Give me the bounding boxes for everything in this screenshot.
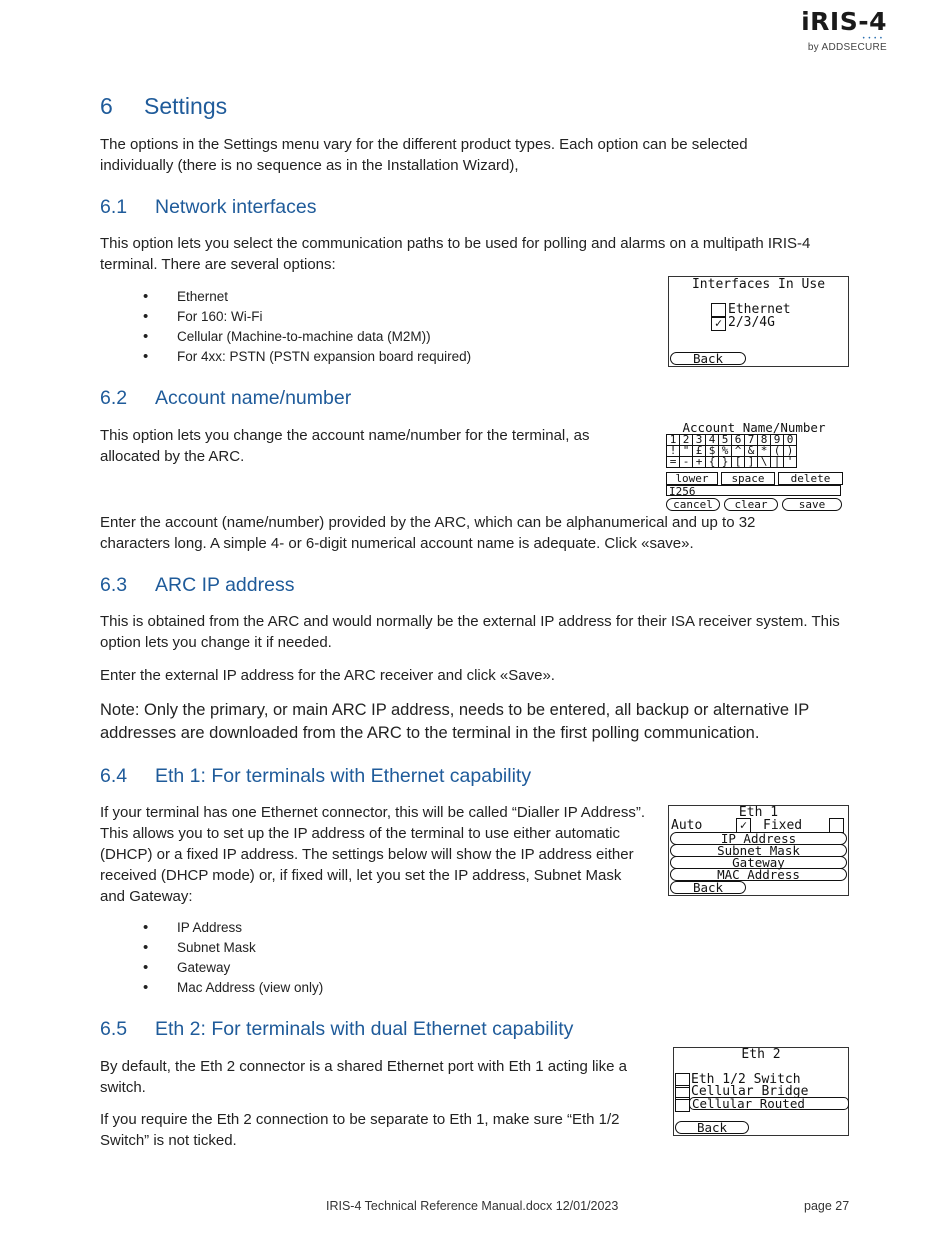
account-lcd-screen [665, 422, 843, 510]
interfaces-list [100, 287, 640, 367]
key[interactable]: & [745, 446, 758, 457]
key[interactable]: 9 [771, 435, 784, 446]
eth-switch-label: Eth 1/2 Switch [691, 1072, 801, 1087]
key[interactable]: | [771, 457, 784, 468]
list-item: • For 4xx: PSTN (PSTN expansion board required) [100, 347, 640, 367]
key[interactable]: 2 [680, 435, 693, 446]
key[interactable]: 4 [706, 435, 719, 446]
footer-document-name: IRIS-4 Technical Reference Manual.docx 12/01/2023 [326, 1199, 619, 1213]
cellular-routed-selected-row[interactable]: Cellular Routed [689, 1097, 849, 1110]
note-paragraph [100, 699, 845, 745]
key[interactable]: £ [693, 446, 706, 457]
eth1-lcd-screen [668, 805, 849, 896]
section-6-heading [100, 93, 227, 120]
space-key[interactable]: space [721, 472, 775, 485]
section-6-3-intro: This is obtained from the ARC and would normally be the external IP address for their ISA receiver system. This option lets you change it if needed. [100, 613, 840, 651]
keyboard-grid [666, 434, 797, 468]
section-6-1-intro: This option lets you select the communication paths to be used for polling and alarms on a multipath IRIS-4 terminal. There are several options: [100, 235, 811, 273]
ip-address-button[interactable]: IP Address [670, 832, 847, 845]
section-6-1-heading [100, 196, 316, 219]
section-6-2-heading [100, 387, 351, 410]
subnet-mask-button[interactable]: Subnet Mask [670, 844, 847, 857]
footer-page-number: page 27 [804, 1199, 850, 1213]
key[interactable]: 6 [732, 435, 745, 446]
section-title: Eth 2: For terminals with dual Ethernet capability [155, 1018, 574, 1040]
section-title: ARC IP address [155, 574, 295, 596]
delete-key[interactable]: delete [778, 472, 843, 485]
note-text: Only the primary, or main ARC IP address, needs to be entered, all backup or alternative IP addresses are downloaded from the ARC to the terminal in the first polling communication. [100, 701, 809, 742]
section-number: 6.3 [100, 574, 128, 596]
list-item: • For 160: Wi-Fi [100, 307, 640, 327]
key[interactable]: 3 [693, 435, 706, 446]
list-item: • Gateway [100, 958, 640, 978]
note-label: Note: [100, 701, 140, 719]
fixed-label: Fixed [763, 818, 803, 833]
key[interactable]: \ [758, 457, 771, 468]
key[interactable]: + [693, 457, 706, 468]
section-title: Eth 1: For terminals with Ethernet capability [155, 765, 532, 787]
gateway-button[interactable]: Gateway [670, 856, 847, 869]
back-button[interactable]: Back [675, 1121, 749, 1134]
interfaces-lcd-screen [668, 276, 849, 367]
clear-button[interactable]: clear [724, 498, 778, 511]
section-6-5-intro: By default, the Eth 2 connector is a shared Ethernet port with Eth 1 acting like a switch. [100, 1058, 627, 1096]
key[interactable]: ^ [732, 446, 745, 457]
key[interactable]: { [706, 457, 719, 468]
lcd-title: Eth 2 [741, 1047, 781, 1062]
section-6-5-instructions: If you require the Eth 2 connection to be separate to Eth 1, make sure “Eth 1/2 Switch” is not ticked. [100, 1111, 620, 1149]
section-6-2-instructions: Enter the account (name/number) provided by the ARC, which can be alphanumerical and up to 32 characters long. A simple 4- or 6-digit numerical account name is adequate. Click «save». [100, 514, 756, 552]
cancel-button[interactable]: cancel [666, 498, 720, 511]
key[interactable]: ! [667, 446, 680, 457]
auto-label: Auto [671, 818, 703, 833]
section-6-3-instructions: Enter the external IP address for the ARC receiver and click «Save». [100, 667, 555, 684]
back-button[interactable]: Back [670, 881, 746, 894]
list-item: • Subnet Mask [100, 938, 640, 958]
key[interactable]: 7 [745, 435, 758, 446]
eth1-settings-list [100, 918, 640, 998]
fixed-checkbox[interactable] [829, 818, 844, 833]
ethernet-option-label: Ethernet [728, 302, 791, 317]
key[interactable]: " [680, 446, 693, 457]
section-number: 6.1 [100, 196, 128, 218]
lower-key[interactable]: lower [666, 472, 718, 485]
logo-byline: by ADDSECURE [807, 42, 887, 53]
cellular-option-label: 2/3/4G [728, 315, 775, 330]
key[interactable]: % [719, 446, 732, 457]
key[interactable]: ] [745, 457, 758, 468]
list-item: • Cellular (Machine-to-machine data (M2M)) [100, 327, 640, 347]
lcd-title: Account Name/Number [682, 420, 826, 435]
key[interactable]: - [680, 457, 693, 468]
section-6-intro: The options in the Settings menu vary for the different product types. Each option can be selected individually (there is no sequence as in the Installation Wizard), [100, 136, 748, 174]
section-number: 6.2 [100, 387, 128, 409]
section-number: 6 [100, 93, 113, 119]
section-title: Account name/number [155, 387, 352, 409]
section-number: 6.4 [100, 765, 128, 787]
iris-logo [777, 8, 887, 54]
key[interactable]: ( [771, 446, 784, 457]
lcd-title: Eth 1 [738, 805, 779, 820]
key[interactable]: 0 [784, 435, 797, 446]
section-6-2-intro: This option lets you change the account name/number for the terminal, as allocated by the ARC. [100, 427, 590, 465]
logo-wordmark: iRIS-4 [801, 7, 887, 36]
key[interactable]: = [667, 457, 680, 468]
list-item: • Ethernet [100, 287, 640, 307]
logo-dots: • • • • [862, 36, 883, 42]
save-button[interactable]: save [782, 498, 842, 511]
section-6-3-heading [100, 574, 294, 597]
key[interactable]: 5 [719, 435, 732, 446]
list-item: • Mac Address (view only) [100, 978, 640, 998]
back-button[interactable]: Back [670, 352, 746, 365]
key[interactable]: $ [706, 446, 719, 457]
key[interactable]: * [758, 446, 771, 457]
section-6-4-intro: If your terminal has one Ethernet connector, this will be called “Dialler IP Address”. This allows you to set up the IP address of the terminal to use either automatic (DHCP) or a fixed IP address. The settings below will show the IP address either received (DHCP mode) or, if fixed will, let you set the IP address, Subnet Mask and Gateway: [100, 804, 645, 905]
key[interactable]: 8 [758, 435, 771, 446]
key[interactable]: [ [732, 457, 745, 468]
section-title: Settings [144, 93, 228, 119]
list-item: • IP Address [100, 918, 640, 938]
key[interactable]: ' [784, 457, 797, 468]
eth2-lcd-screen [673, 1047, 849, 1136]
section-title: Network interfaces [155, 196, 317, 218]
cellular-routed-checkbox[interactable] [675, 1097, 690, 1112]
mac-address-button[interactable]: MAC Address [670, 868, 847, 881]
lcd-title: Interfaces In Use [691, 277, 826, 292]
key[interactable]: } [719, 457, 732, 468]
keyboard-row-brackets [667, 457, 797, 468]
key[interactable]: 1 [667, 435, 680, 446]
cellular-checkbox[interactable]: ✓ [711, 316, 726, 331]
cellular-bridge-label: Cellular Bridge [691, 1084, 809, 1099]
section-number: 6.5 [100, 1018, 128, 1040]
key[interactable]: ) [784, 446, 797, 457]
auto-checkbox[interactable]: ✓ [736, 818, 751, 833]
section-6-5-heading [100, 1018, 573, 1041]
account-value-field[interactable]: I256 [666, 485, 841, 496]
section-6-4-heading [100, 765, 531, 788]
